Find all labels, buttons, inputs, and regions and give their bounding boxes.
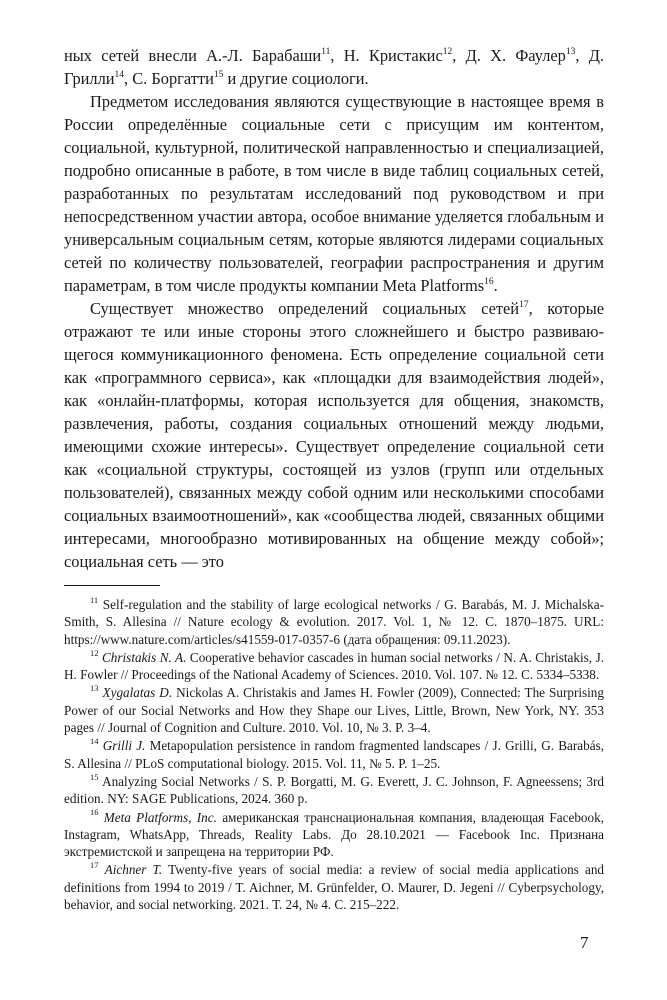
footnote — [64, 649, 604, 684]
footnote-number: 11 — [90, 594, 99, 605]
footnote-divider — [64, 585, 160, 586]
footnote — [64, 596, 604, 648]
footnote-ref: 17 — [519, 299, 529, 310]
footnote-text: Analyzing Social Networks / S. P. Borgatti, M. G. Everett, J. C. Johnson, F. Agneessens; 3rd edition. NY: SAGE Publications, 2024. 360 p. — [64, 773, 604, 807]
footnote-ref: 13 — [565, 46, 576, 57]
paragraph: Существует множество определений социальных сетей$^{17}$, которые отражают те или иные стороны этого сложнейшего и быстро развивающегося коммуникационного феномена. Есть определение социальной сети как «программного сервиса», как «площадки для взаимодействия людей», как «онлайн-платформы, которая используется для общения, знакомств, развлечения, работы, создания социальных отношений между людьми, имеющими схожие интересы». Существует определение социальной сети как «социальной структуры, состоящей из узлов (групп или отдельных пользователей), связанных между собой одним или несколькими способами социальных взаимоотношений», как «сообщества людей, связанных общими интересами, многообразно мотивированных на общение между собой»; социальная сеть — это — [64, 299, 604, 571]
footnote-ref: 15 — [213, 69, 224, 80]
author-name: Grilli J. — [102, 738, 146, 754]
author-name: Aichner T. — [104, 862, 163, 878]
footnote-text: Christakis N. A. Cooperative behavior cascades in human social networks / N. A. Christakis, J. H. Fowler // Proceedings of the National Academy of Sciences. 2010. Vol. 107. № 12. С. 5334–5338. — [64, 649, 604, 683]
footnote-number: 14 — [90, 735, 99, 746]
author-name: Xygalatas D. — [102, 685, 173, 701]
footnote-text: Self-regulation and the stability of large ecological networks / G. Barabás, M. J. Michalska-Smith, S. Allesina // Nature ecology & evolution. 2017. Vol. 1, № 12. С. 1870–1875. URL: https://www.nature.com/articles/s41559-017-0357-6 (дата обращения: 09.11.2023). — [64, 597, 604, 647]
footnote-number: 15 — [90, 771, 99, 782]
footnote-ref: 11 — [321, 46, 331, 57]
paragraph: Предметом исследования являются существующие в настоящее время в России определённые социальные сети с присущим им контентом, социальной, культурной, политической направленностью и специализацией, подробно описанные в работе, в том числе в виде таблиц социальных сетей, разработанных по результатам исследований под руководством и при непосредственном участии автора, особое внимание уделяется глобальным и универсальным социальным сетям, которые являются лидерами социальных сетей по количеству пользователей, географии распространения и другим параметрам, в том числе продукты компании Meta Platforms$^{16}$. — [64, 92, 604, 295]
page-number: 7 — [580, 933, 589, 952]
body-text — [64, 44, 604, 573]
footnote-number: 16 — [90, 807, 99, 818]
footnote-number: 17 — [90, 860, 99, 871]
footnote-text: Grilli J. Metapopulation persistence in random fragmented landscapes / J. Grilli, G. Barabás, S. Allesina // PLoS computational biology. 2015. Vol. 11, № 5. P. 1–25. — [64, 738, 604, 771]
footnote-text: Xygalatas D. Nickolas A. Christakis and James H. Fowler (2009), Connected: The Surprising Power of our Social Networks and How they Shape our Lives, Little, Brown, New York, NY. 353 pages // Journal of Cognition and Culture. 2010. Vol. 10, № 3. P. 3–4. — [64, 685, 604, 736]
footnote-text: Aichner T. Twenty-five years of social media: a review of social media applications and definitions from 1994 to 2019 / T. Aichner, M. Grünfelder, O. Maurer, D. Jegeni // Cyberpsychology, behavior, and social networking. 2021. Т. 24, № 4. С. 215–222. — [64, 862, 605, 913]
footnote-ref: 16 — [484, 276, 494, 287]
footnote-text: Meta Platforms, Inc. американская транснациональная компания, владеющая Facebook, Instagram, WhatsApp, Threads, Reality Labs. До 28.10.2021 — Facebook Inc. Признана экстремистской и запрещена на территории РФ. — [64, 809, 605, 860]
page — [64, 44, 604, 913]
footnote — [64, 861, 604, 913]
author-name: Meta Platforms, Inc. — [103, 809, 217, 825]
footnote — [64, 773, 604, 808]
footnotes — [64, 596, 604, 913]
footnote-number: 12 — [90, 647, 99, 658]
footnote — [64, 809, 604, 861]
footnote-number: 13 — [90, 683, 99, 694]
footnote-ref: 14 — [114, 69, 125, 80]
paragraph: ных сетей внесли А.-Л. Барабаши$^{11}$, Н. Кристакис$^{12}$, Д. Х. Фаулер$^{13}$, Д. Грилли$^{14}$, С. Боргатти$^{15}$ и другие социологи. — [64, 46, 604, 88]
footnote-ref: 12 — [442, 46, 453, 57]
author-name: Christakis N. A. — [102, 649, 187, 665]
footnote — [64, 684, 604, 736]
footnote — [64, 737, 604, 772]
